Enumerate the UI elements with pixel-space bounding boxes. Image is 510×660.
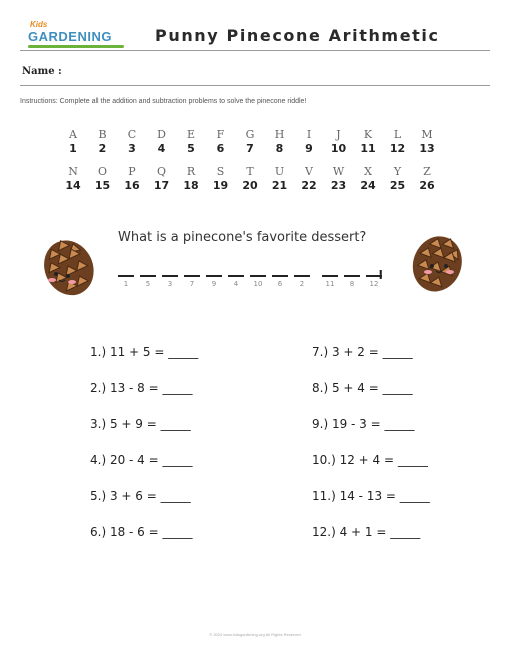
key-number: 13 [419,142,435,155]
blank-line [184,275,200,277]
blank-problem-number: 9 [211,280,217,288]
key-number: 1 [69,142,77,155]
key-letter: O [97,165,108,178]
math-problem[interactable]: 4.) 20 - 4 = _____ [90,453,193,467]
key-cell [60,165,86,192]
letter-key-row-1 [60,128,440,155]
letter-key-row-2 [60,165,440,192]
instructions: Instructions: Complete all the addition and subtraction problems to solve the pinecone riddle! [20,98,307,105]
key-number: 2 [98,142,107,155]
key-number: 15 [94,179,111,192]
pinecone-right-icon [402,226,474,298]
problems-right-column [312,345,482,561]
kids-gardening-logo [18,20,128,50]
blank-problem-number: 7 [189,280,195,288]
key-letter: U [274,165,285,178]
key-letter: X [364,165,372,178]
key-letter: B [98,128,107,141]
key-number: 6 [216,142,225,155]
copyright-footer: © 2024 www.kidsgardening.org All Rights Reserved [209,632,301,637]
logo-main-text: GARDENING [28,29,112,44]
key-cell [296,165,322,192]
key-cell [355,165,381,192]
key-cell [296,128,322,155]
key-cell [326,165,352,192]
key-letter: M [421,128,433,141]
key-number: 19 [212,179,229,192]
key-cell [355,128,381,155]
math-problem[interactable]: 5.) 3 + 6 = _____ [90,489,191,503]
key-cell [414,165,440,192]
blank-line [206,275,222,277]
name-label: Name : [22,66,62,77]
blank-problem-number: 10 [253,280,263,288]
math-problem[interactable]: 9.) 19 - 3 = _____ [312,417,415,431]
blank-line [250,275,266,277]
key-cell [237,128,263,155]
math-problem[interactable]: 3.) 5 + 9 = _____ [90,417,191,431]
blank-line [162,275,178,277]
key-letter: D [157,128,166,141]
key-letter: V [305,165,313,178]
blank-line [228,275,244,277]
logo-grass-stripe [28,45,124,48]
key-cell [178,128,204,155]
answer-blank[interactable] [250,275,266,288]
key-number: 16 [124,179,140,192]
key-number: 14 [65,179,81,192]
key-number: 7 [246,142,254,155]
key-number: 17 [153,179,170,192]
key-number: 23 [330,179,347,192]
key-letter: L [393,128,402,141]
answer-blank[interactable] [206,275,222,288]
worksheet-title: Punny Pinecone Arithmetic [155,26,440,45]
key-letter: I [306,128,312,141]
blank-problem-number: 11 [325,280,335,288]
blank-problem-number: 12 [369,280,379,288]
key-number: 24 [360,179,376,192]
key-number: 5 [187,142,195,155]
key-number: 10 [330,142,347,155]
key-number: 12 [389,142,406,155]
key-letter: G [245,128,255,141]
math-problem[interactable]: 7.) 3 + 2 = _____ [312,345,413,359]
answer-blank[interactable] [140,275,156,288]
key-number: 9 [305,142,313,155]
name-divider [20,85,490,86]
answer-blank[interactable] [322,275,338,288]
blank-line [272,275,288,277]
blank-problem-number: 2 [299,280,305,288]
key-cell [326,128,352,155]
key-number: 4 [157,142,166,155]
key-cell [149,165,175,192]
riddle-question: What is a pinecone's favorite dessert? [118,230,367,245]
key-letter: N [68,165,78,178]
problems-left-column [90,345,260,561]
key-cell [267,165,293,192]
key-letter: P [128,165,136,178]
key-number: 20 [242,179,258,192]
key-letter: C [127,128,137,141]
key-letter: A [69,128,77,141]
key-cell [267,128,293,155]
key-number: 26 [419,179,435,192]
key-letter: Z [423,165,431,178]
blank-line [140,275,156,277]
key-number: 22 [301,179,317,192]
answer-blank[interactable] [272,275,288,288]
key-cell [208,128,234,155]
key-number: 25 [389,179,406,192]
key-letter: K [363,128,373,141]
blank-problem-number: 3 [167,280,173,288]
answer-blank[interactable] [344,275,360,288]
math-problem[interactable]: 11.) 14 - 13 = _____ [312,489,430,503]
key-letter: Q [156,165,167,178]
key-letter: R [186,165,196,178]
key-number: 11 [360,142,376,155]
math-problem[interactable]: 8.) 5 + 4 = _____ [312,381,413,395]
blank-problem-number: 8 [349,280,355,288]
blank-line [322,275,338,277]
key-cell [119,165,145,192]
answer-blanks-word-1 [118,275,316,288]
key-cell [237,165,263,192]
key-number: 3 [128,142,136,155]
answer-blank[interactable] [184,275,200,288]
answer-blank[interactable] [228,275,244,288]
key-number: 8 [275,142,284,155]
key-cell [414,128,440,155]
key-cell [385,128,411,155]
key-cell [178,165,204,192]
key-letter: W [332,165,345,178]
pinecone-left-icon [32,230,104,302]
key-cell [385,165,411,192]
key-letter: E [186,128,196,141]
key-cell [119,128,145,155]
answer-blank[interactable] [294,275,310,288]
math-problem[interactable]: 6.) 18 - 6 = _____ [90,525,193,539]
blank-problem-number: 4 [233,280,239,288]
math-problem[interactable]: 1.) 11 + 5 = _____ [90,345,199,359]
blank-line [344,275,360,277]
blank-problem-number: 5 [145,280,151,288]
key-cell [208,165,234,192]
key-number: 18 [183,179,199,192]
key-cell [149,128,175,155]
math-problem[interactable]: 10.) 12 + 4 = _____ [312,453,428,467]
key-letter: Y [393,165,402,178]
key-cell [60,128,86,155]
key-letter: H [274,128,285,141]
header-divider [20,50,490,51]
key-number: 21 [271,179,288,192]
key-cell [90,128,116,155]
blank-problem-number: 6 [277,280,283,288]
logo-top-text: Kids [30,20,48,29]
answer-blank[interactable] [118,275,134,288]
blank-line [118,275,134,277]
math-problem[interactable]: 12.) 4 + 1 = _____ [312,525,421,539]
key-letter: T [246,165,254,178]
key-letter: J [336,128,341,141]
answer-exclamation: ! [378,268,384,282]
math-problem[interactable]: 2.) 13 - 8 = _____ [90,381,193,395]
blank-line [294,275,310,277]
answer-blank[interactable] [162,275,178,288]
blank-problem-number: 1 [123,280,129,288]
key-letter: F [216,128,225,141]
key-cell [90,165,116,192]
key-letter: S [216,165,225,178]
